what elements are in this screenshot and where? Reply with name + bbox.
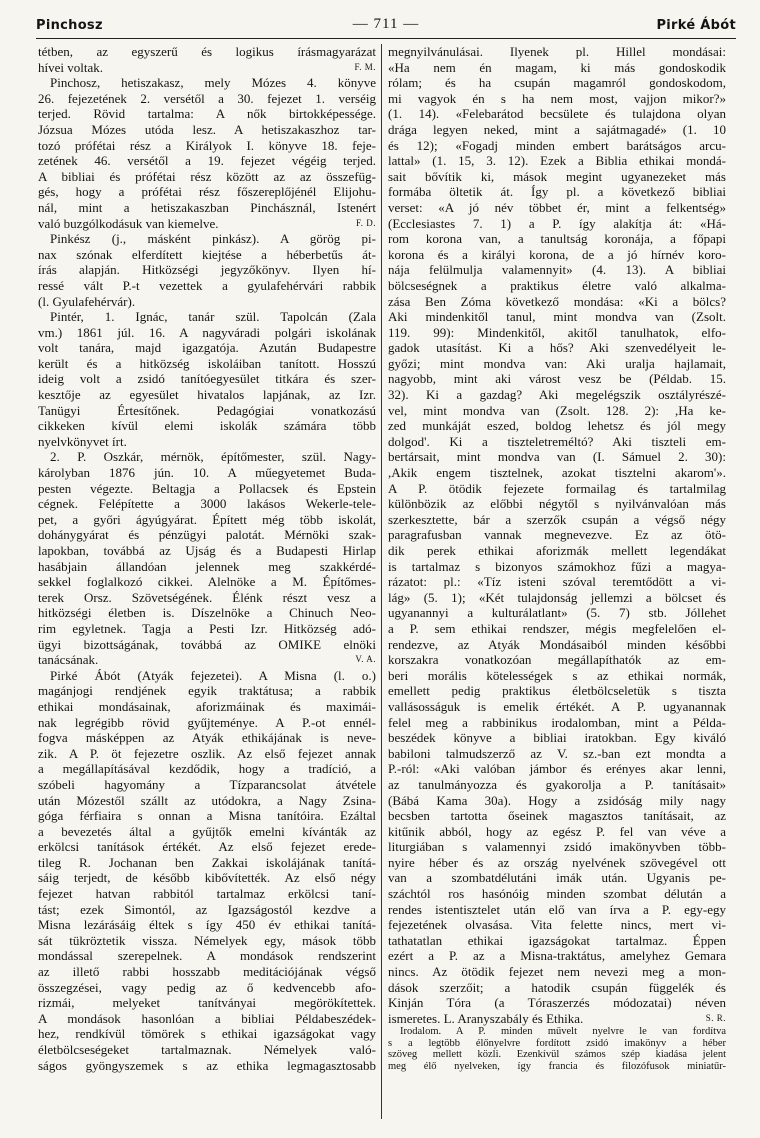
text-line-content: szerkesztette, bár a szerzők csupán a végső négy — [388, 511, 726, 527]
text-line — [38, 75, 376, 91]
text-line-content: pet, a győri ágyúgyárat. Épített még több iskolát, — [38, 511, 376, 527]
left-column — [38, 44, 376, 1073]
text-line — [388, 808, 726, 824]
text-line-content: 2. P. Oszkár, mérnök, építőmester, szül. Nagy- — [50, 449, 376, 465]
text-line-content: mondással szerepelnek. A mondások rendszerint — [38, 948, 376, 964]
text-line-content: erkölcsi tanítások értékét. Az első fejezet erede- — [38, 839, 376, 855]
text-line — [38, 44, 376, 60]
text-line — [38, 200, 376, 216]
text-line-content: formába öltetik át. Így pl. a következő bibliai — [388, 184, 726, 200]
text-line-content: kitűnik abból, hogy az egész P. fel van véve a — [388, 823, 726, 839]
text-line — [38, 793, 376, 809]
text-line — [38, 1011, 376, 1027]
text-line — [38, 496, 376, 512]
text-line — [388, 824, 726, 840]
text-line — [388, 699, 726, 715]
text-line — [38, 870, 376, 886]
text-line-content: különbözik az előbbi négytől s nyilvánvalóan más — [388, 496, 726, 512]
text-line — [38, 808, 376, 824]
text-line — [38, 294, 376, 310]
text-line-content: Aki mindenkitől tanul, mint mondva van (Zsolt. — [388, 309, 726, 325]
text-line-content: ezért a P. az a Misna-traktátus, amelyhez Gemara — [388, 948, 726, 964]
text-line-content: hívei voltak. — [38, 59, 103, 75]
text-line — [38, 512, 376, 528]
text-line — [388, 75, 726, 91]
text-line — [38, 403, 376, 419]
text-line-content: (l. Gyulafehérvár). — [38, 293, 136, 309]
text-line-content: Pinkész (j., másként pinkász). A görög pi- — [50, 231, 376, 247]
text-line — [388, 418, 726, 434]
text-line — [388, 200, 726, 216]
text-line — [388, 122, 726, 138]
text-line-content: is tartalmaz s bizonyos számokhoz fűzi a magya- — [388, 558, 726, 574]
text-line — [388, 91, 726, 107]
text-line — [388, 1061, 726, 1073]
text-line — [38, 371, 376, 387]
text-line-content: zása Ben Zóma következő mondása: «Ki a bölcs? — [388, 293, 726, 309]
text-line-content: Irodalom. A P. minden művelt nyelvre le van fordítva — [400, 1026, 726, 1038]
text-line — [38, 917, 376, 933]
text-line — [388, 543, 726, 559]
text-line — [388, 371, 726, 387]
text-line — [388, 278, 726, 294]
text-line-content: nincs. Az ötödik fejezet nem nevezi meg a mon- — [388, 964, 726, 980]
text-line-content: került és a hitközség iskoláiban tanított. Hosszú — [38, 355, 376, 371]
text-line — [38, 247, 376, 263]
text-line-content: fejezetének olvasása. Vita felette nincs, mert vi- — [388, 917, 726, 933]
text-line-content: zik. A P. öt fejezetre oszlik. Az első fejezet annak — [38, 745, 376, 761]
text-line-content: Pirké Ábót (Atyák fejezetei). A Misna (l. o.) — [50, 667, 376, 683]
text-line-content: rendes istentisztelet után elő van írva a P. egy-egy — [388, 901, 726, 917]
text-line — [388, 590, 726, 606]
text-line — [38, 964, 376, 980]
text-line — [388, 44, 726, 60]
text-line — [38, 527, 376, 543]
text-line-content: hez, rendkívül tömörek s ethikai igazságokat vagy — [38, 1026, 376, 1042]
text-line — [38, 434, 376, 450]
text-line — [388, 496, 726, 512]
text-line-content: Józsua Mózes utóda lesz. A hetiszakaszhoz tar- — [38, 121, 376, 137]
text-line-content: tétben, az egyszerű és logikus írásmagyarázat — [38, 44, 376, 59]
text-line-content: sait bővítik ki, mások megint ugyanezeket más — [388, 168, 726, 184]
author-signature: F. D. — [355, 217, 376, 228]
text-line-content: győzi; mint mondva van: Aki uralja hajlamait, — [388, 355, 726, 371]
text-line-content: tozó prófétai rész a Királyok I. könyve 18. feje- — [38, 137, 376, 153]
text-line — [38, 574, 376, 590]
text-line — [38, 824, 376, 840]
right-column — [388, 44, 726, 1072]
text-line-content: összegzései, vagy pedig az ő kedvencebb afo- — [38, 979, 376, 995]
text-line — [38, 231, 376, 247]
text-line — [38, 340, 376, 356]
text-line-content: terjed. Rövid tartalma: A nők birtokképessége. — [38, 106, 376, 122]
text-line-content: a P. sem ethikai rendszer, mégis megfelelően el- — [388, 620, 726, 636]
text-line — [38, 169, 376, 185]
text-line-content: A mondások hasonlóan a bibliai Példabeszédek- — [38, 1010, 376, 1026]
text-line-content: sáig terjedt, de később kibővítették. Az első négy — [38, 870, 376, 886]
text-line — [38, 902, 376, 918]
text-line — [38, 1058, 376, 1074]
text-line-content: gés, hogy a prófétai rész főszereplőjénél Elijohu- — [38, 184, 376, 200]
text-line-content: Tanügyi Értesítőnek. Pedagógiai vonatkozású — [38, 402, 376, 418]
text-line — [38, 699, 376, 715]
text-line — [388, 777, 726, 793]
text-line-content: és 12); «Fogadj minden embert barátságos arcu- — [388, 137, 726, 153]
running-header — [36, 12, 736, 39]
text-line — [388, 964, 726, 980]
text-line-content: után Mózestől szállt az utódokra, a Nagy Zsina- — [38, 792, 376, 808]
text-line — [388, 1011, 726, 1027]
text-line-content: nál, mint a hetiszakaszban Pinchásznál, Istenért — [38, 199, 376, 215]
text-line-content: vallásosságuk is emelik értékét. A P. ugyanannak — [388, 698, 726, 714]
text-line-content: mi vagyok én s ha nem most, vajjon mikor?» — [388, 90, 726, 106]
text-line-content: szóbeli hagyomány a Tízparancsolat átvétele — [38, 776, 376, 792]
text-line — [388, 527, 726, 543]
text-line — [38, 356, 376, 372]
text-line-content: nax szónak elferdített kiejtése a héberbetűs át- — [38, 246, 376, 262]
text-line — [38, 715, 376, 731]
text-line-content: A P. ötödik fejezete formailag és tartalmilag — [388, 480, 726, 496]
text-line — [388, 668, 726, 684]
text-line-content: életbölcseségeket tartalmaznak. Némelyek való- — [38, 1042, 376, 1057]
text-line — [388, 683, 726, 699]
text-line — [388, 652, 726, 668]
text-line — [38, 761, 376, 777]
text-line-content: nyelvkönyvet írt. — [38, 433, 127, 449]
text-line — [38, 1042, 376, 1058]
text-line — [388, 465, 726, 481]
text-line-content: való buzgólkodásuk van kiemelve. — [38, 215, 219, 231]
text-line-content: rom korona van, a tanultság koronája, a főpapi — [388, 231, 726, 247]
text-line — [388, 294, 726, 310]
text-line-content: felel meg a rabbinikus irodalomban, mint a Példa- — [388, 714, 726, 730]
text-line — [38, 730, 376, 746]
text-line — [388, 870, 726, 886]
text-line-content: dások szerzőit; a hatodik csupán függelék és — [388, 979, 726, 995]
text-line-content: ethikai mondásainak, aforizmáinak és maximái- — [38, 698, 376, 714]
text-line-content: korszakra vonatkozóan megállapíthatók az em- — [388, 652, 726, 668]
text-line-content: a megállapításával kezdődik, hogy a tradíció, a — [38, 761, 376, 777]
text-line-content: volt tanára, majd igazgatója. Azután Budapestre — [38, 340, 376, 356]
text-line — [388, 886, 726, 902]
text-line-content: bertársait, mint mondva van (I. Sámuel 2. 30): — [388, 449, 726, 465]
text-line-content: nak legrégibb rövid gyűjteménye. A P.-ot ennél- — [38, 714, 376, 730]
text-line — [388, 169, 726, 185]
text-line — [388, 933, 726, 949]
text-line-content: ságos gyöngyszemek s az ethika legmagasztosabb — [38, 1057, 376, 1073]
text-line — [38, 387, 376, 403]
text-line — [388, 60, 726, 76]
text-line-content: kesztője az egyesület hivatalos lapjának, az Izr. — [38, 387, 376, 403]
text-line-content: drága legyen neked, mint a sajátmagadé» (1. 10 — [388, 121, 726, 137]
text-line — [38, 106, 376, 122]
text-line — [38, 216, 376, 232]
text-line — [38, 1026, 376, 1042]
text-line-content: paragrafusban vannak megnevezve. Ez az ötö- — [388, 527, 726, 543]
text-line — [38, 465, 376, 481]
text-line-content: emellett pedig praktikus életbölcseletük s tiszta — [388, 683, 726, 699]
text-line — [388, 216, 726, 232]
column-divider — [381, 44, 382, 1119]
text-line — [38, 184, 376, 200]
text-line — [38, 449, 376, 465]
text-line — [388, 917, 726, 933]
text-line-content: lapokban, továbbá az Ujság és a Budapesti Hirlap — [38, 543, 376, 558]
text-line — [388, 481, 726, 497]
text-line — [388, 746, 726, 762]
text-line-content: P.-ról: «Aki valóban jámbor és erényes akar lenni, — [388, 761, 726, 777]
text-line-content: tást; ezek Simontól, az Igazságostól kezdve a — [38, 901, 376, 917]
text-line — [388, 637, 726, 653]
text-line — [388, 980, 726, 996]
text-line — [388, 434, 726, 450]
text-line-content: nyire héber és az ország nyelvének szövegével ott — [388, 854, 726, 870]
header-left-keyword: Pinchosz — [36, 18, 103, 33]
text-line — [38, 995, 376, 1011]
text-line — [388, 730, 726, 746]
text-line-content: nája felülmulja valamennyit» (4. 13). A bibliai — [388, 262, 726, 278]
text-line — [388, 387, 726, 403]
text-line-content: az tanulmányozza és gyakorolja a P. tanításait» — [388, 776, 726, 792]
text-line-content: nagyobb, mint aki várost vesz be (Példab. 15. — [388, 371, 726, 387]
text-line — [38, 262, 376, 278]
text-line-content: lág» (5. 1); «Két tulajdonság jellemzi a bölcset és — [388, 589, 726, 605]
text-line — [38, 278, 376, 294]
text-line-content: tanácsának. — [38, 652, 99, 668]
text-line — [38, 138, 376, 154]
text-line-content: megnyilvánulásai. Ilyenek pl. Hillel mondásai: — [388, 44, 726, 59]
text-line — [388, 761, 726, 777]
text-line-content: korona és a királyi korona, de a jó hírnév koro- — [388, 246, 726, 262]
text-line — [38, 980, 376, 996]
author-signature: S. R. — [705, 1012, 726, 1023]
text-line — [388, 1038, 726, 1050]
text-line-content: zed munkáját eszed, boldog lehetsz és jól megy — [388, 418, 726, 434]
text-line-content: liturgiában s valamennyi zsidó imakönyvben több- — [388, 839, 726, 855]
text-line-content: sekkel foglalkozó cikkei. Alelnöke a M. Építőmes- — [38, 574, 376, 590]
text-line-content: rázatot: pl.: «Tíz isteni szóval teremtődött a vi- — [388, 574, 726, 590]
text-line — [38, 621, 376, 637]
text-line-content: ugyanannyi a kulturálatlant» (5. 7) stb. Jóllehet — [388, 605, 726, 621]
text-line-content: cégnek. Felépítette a 3000 lakásos Wekerle-tele- — [38, 496, 376, 512]
text-line — [388, 340, 726, 356]
text-line — [388, 356, 726, 372]
text-line-content: a bevezetés által a gyűjtők emelni kívánták az — [38, 823, 376, 839]
text-line-content: s a legtöbb élőnyelvre fordított zsidó imakönyv a héber — [388, 1037, 726, 1049]
text-line — [388, 403, 726, 419]
text-line — [38, 652, 376, 668]
text-line-content: becsben tartotta őseinek magasztos tanításait, az — [388, 808, 726, 824]
text-line-content: terek Orsz. Szövetségének. Élénk részt vesz a — [38, 589, 376, 605]
text-line-content: ,Akik engem tisztelnek, azokat tisztelni akarom'». — [388, 465, 726, 481]
text-line-content: Kinján Tóra (a Tóraszerzés módozatai) néven — [388, 995, 726, 1011]
text-line — [388, 902, 726, 918]
text-line — [38, 559, 376, 575]
text-line — [388, 1049, 726, 1061]
text-line — [388, 449, 726, 465]
text-line-content: cikkeken kívül elemi iskolák számára több — [38, 418, 376, 434]
text-line-content: károlyban 1876 jún. 10. A műegyetemet Buda- — [38, 465, 376, 481]
text-line-content: dohánygyárat és pénzügyi palotát. Mérnöki szak- — [38, 527, 376, 543]
text-line-content: (Bábá Kama 30a). Hogy a zsidóság mily nagy — [388, 792, 726, 808]
text-line-content: az illető rabbi hosszabb meditációjának végső — [38, 964, 376, 980]
text-line — [388, 948, 726, 964]
text-line-content: Pintér, 1. Ignác, tanár szül. Tapolcán (Zala — [50, 309, 376, 325]
text-line — [388, 262, 726, 278]
text-line — [388, 559, 726, 575]
text-line — [38, 481, 376, 497]
text-line-content: sát tükröztetik vissza. Némelyek egy, mások több — [38, 932, 376, 948]
text-line-content: ressé vált P.-t vezettek a gyulafehérvári rabbik — [38, 277, 376, 293]
text-line-content: 32). Ki a gazdag? Aki megelégszik osztályrészé- — [388, 387, 726, 403]
text-line-content: (1. 14). «Felebarátod becsülete és tulajdona olyan — [388, 106, 726, 122]
text-line-content: gadok utasítást. Ki a hős? Aki szenvedélyeit le- — [388, 340, 726, 356]
text-line — [38, 325, 376, 341]
text-line — [388, 621, 726, 637]
text-line-content: góga férfiaira s onnan a Misna tanítóira. Ezáltal — [38, 808, 376, 824]
text-line — [38, 746, 376, 762]
author-signature: V. A. — [355, 654, 376, 665]
text-line — [38, 605, 376, 621]
text-line — [388, 512, 726, 528]
text-line — [38, 122, 376, 138]
text-line-content: rizmái, melyeket tanítványai megörökítettek. — [38, 995, 376, 1011]
text-line — [38, 590, 376, 606]
text-line-content: vel, mint mondva van (Zsolt. 128. 2): ,Ha ke- — [388, 402, 726, 418]
text-line-content: bölcseségnek a praktikus életre való alkalma- — [388, 277, 726, 293]
text-line-content: ismeretes. L. Aranyszabály és Ethika. — [388, 1010, 584, 1026]
text-line — [388, 605, 726, 621]
header-right-keyword: Pirké Ábót — [656, 18, 736, 33]
text-line — [388, 995, 726, 1011]
text-line-content: «Ha nem én magam, ki más gondoskodik — [388, 59, 726, 75]
text-line — [38, 309, 376, 325]
text-line-content: (Ecclesiastes 7. 1) a P. így alakítja át: «Há- — [388, 215, 726, 231]
text-line-content: meg élő nyelveken, így francia és filozófusok miniatűr- — [388, 1060, 726, 1072]
text-line-content: száchtól ros hasónóig minden szombat délután a — [388, 886, 726, 902]
text-line-content: tileg R. Jochanan ben Zakkai iskolájának tanítá- — [38, 854, 376, 870]
text-line — [38, 933, 376, 949]
text-line-content: magánjogi rendjének egyik traktátusa; a rabbik — [38, 683, 376, 699]
text-line-content: hitközségi életben is. Díszelnöke a Chinuch Neo- — [38, 605, 376, 621]
text-line-content: verset: «A jó név többet ér, mint a felkentség» — [388, 199, 726, 215]
text-line-content: fogva másképpen az Atyák ethikájának is neve- — [38, 730, 376, 746]
text-line — [38, 91, 376, 107]
text-line-content: A bibliai és prófétai rész között az az összefüg- — [38, 168, 376, 184]
text-line-content: lattal» (1. 15, 3. 12). Ezek a Biblia ethikai mondá- — [388, 153, 726, 169]
text-line — [388, 793, 726, 809]
text-line — [38, 153, 376, 169]
text-line — [388, 715, 726, 731]
text-line — [38, 948, 376, 964]
text-line-content: ügyi bizottságának, továbbá az OMIKE elnöki — [38, 636, 376, 652]
text-line — [38, 60, 376, 76]
text-line-content: pesten végezte. Beltagja a Pollacsek és Epstein — [38, 480, 376, 496]
text-line — [388, 153, 726, 169]
text-line-content: dik perek ethikai aforizmák mellett legendákat — [388, 543, 726, 558]
text-line-content: rim egyletnek. Tagja a Pesti Izr. Hitközség adó- — [38, 620, 376, 636]
text-line — [388, 247, 726, 263]
text-line-content: babiloni talmudszerző az V. sz.-ban ezt mondta a — [388, 745, 726, 761]
text-line-content: 119. 99): Mindenkitől, akitől tanulhatok, elfo- — [388, 324, 726, 340]
text-line — [388, 106, 726, 122]
text-line — [38, 839, 376, 855]
text-line — [388, 231, 726, 247]
text-line-content: van a szombatdélutáni imák után. Ugyanis pe- — [388, 870, 726, 886]
text-line-content: tathatatlan ethikai igazságokat tartalmaz. Éppen — [388, 932, 726, 948]
text-line — [38, 855, 376, 871]
text-line-content: ideig volt a zsidó tanítóegyesület titkára és szer- — [38, 371, 376, 387]
text-line — [38, 637, 376, 653]
text-line — [388, 839, 726, 855]
text-line-content: beszédek könyve a bibliai iratokban. Egy kiváló — [388, 730, 726, 746]
text-line-content: vm.) 1861 júl. 16. A nagyváradi polgári iskolának — [38, 324, 376, 340]
text-line — [388, 138, 726, 154]
text-line — [38, 418, 376, 434]
text-line-content: írás alapján. Hitközségi jegyzőkönyv. Ilyen hí- — [38, 262, 376, 278]
author-signature: F. M. — [354, 61, 376, 72]
text-line-content: Pinchosz, hetiszakasz, mely Mózes 4. könyve — [50, 75, 376, 91]
text-line — [388, 1026, 726, 1038]
text-line — [38, 543, 376, 559]
text-line-content: dolgod'. Ki a tiszteletreméltó? Aki tiszteli em- — [388, 433, 726, 449]
text-line — [388, 855, 726, 871]
text-line-content: beri morális kötelességek s az ethikai normák, — [388, 667, 726, 683]
text-line — [38, 886, 376, 902]
text-line — [388, 574, 726, 590]
text-line-content: zetének 46. versétől a 19. fejezet végéig terjed. — [38, 153, 376, 169]
text-line-content: hasábjain állandóan jelennek meg szakkérdé- — [38, 558, 376, 574]
text-line-content: rólam; és ha csupán magamról gondoskodom, — [388, 75, 726, 91]
text-line-content: 26. fejezetének 2. versétől a 30. fejezet 1. verséig — [38, 90, 376, 106]
text-line-content: Misna lezárásáig éltek s így 450 év ethikai tanítá- — [38, 917, 376, 933]
page-number: — 711 — — [352, 16, 420, 32]
text-line — [388, 184, 726, 200]
text-line — [388, 309, 726, 325]
text-line — [38, 683, 376, 699]
text-line-content: fejezet hatvan rabbitól tartalmaz erkölcsi taní- — [38, 886, 376, 902]
text-line — [38, 668, 376, 684]
text-line — [38, 777, 376, 793]
text-line-content: szöveg mellett közli. Ezenkívül számos szép kiadása jelent — [388, 1049, 726, 1061]
text-line — [388, 325, 726, 341]
text-line-content: rendezve, az Atyák Mondásaiból minden későbbi — [388, 636, 726, 652]
